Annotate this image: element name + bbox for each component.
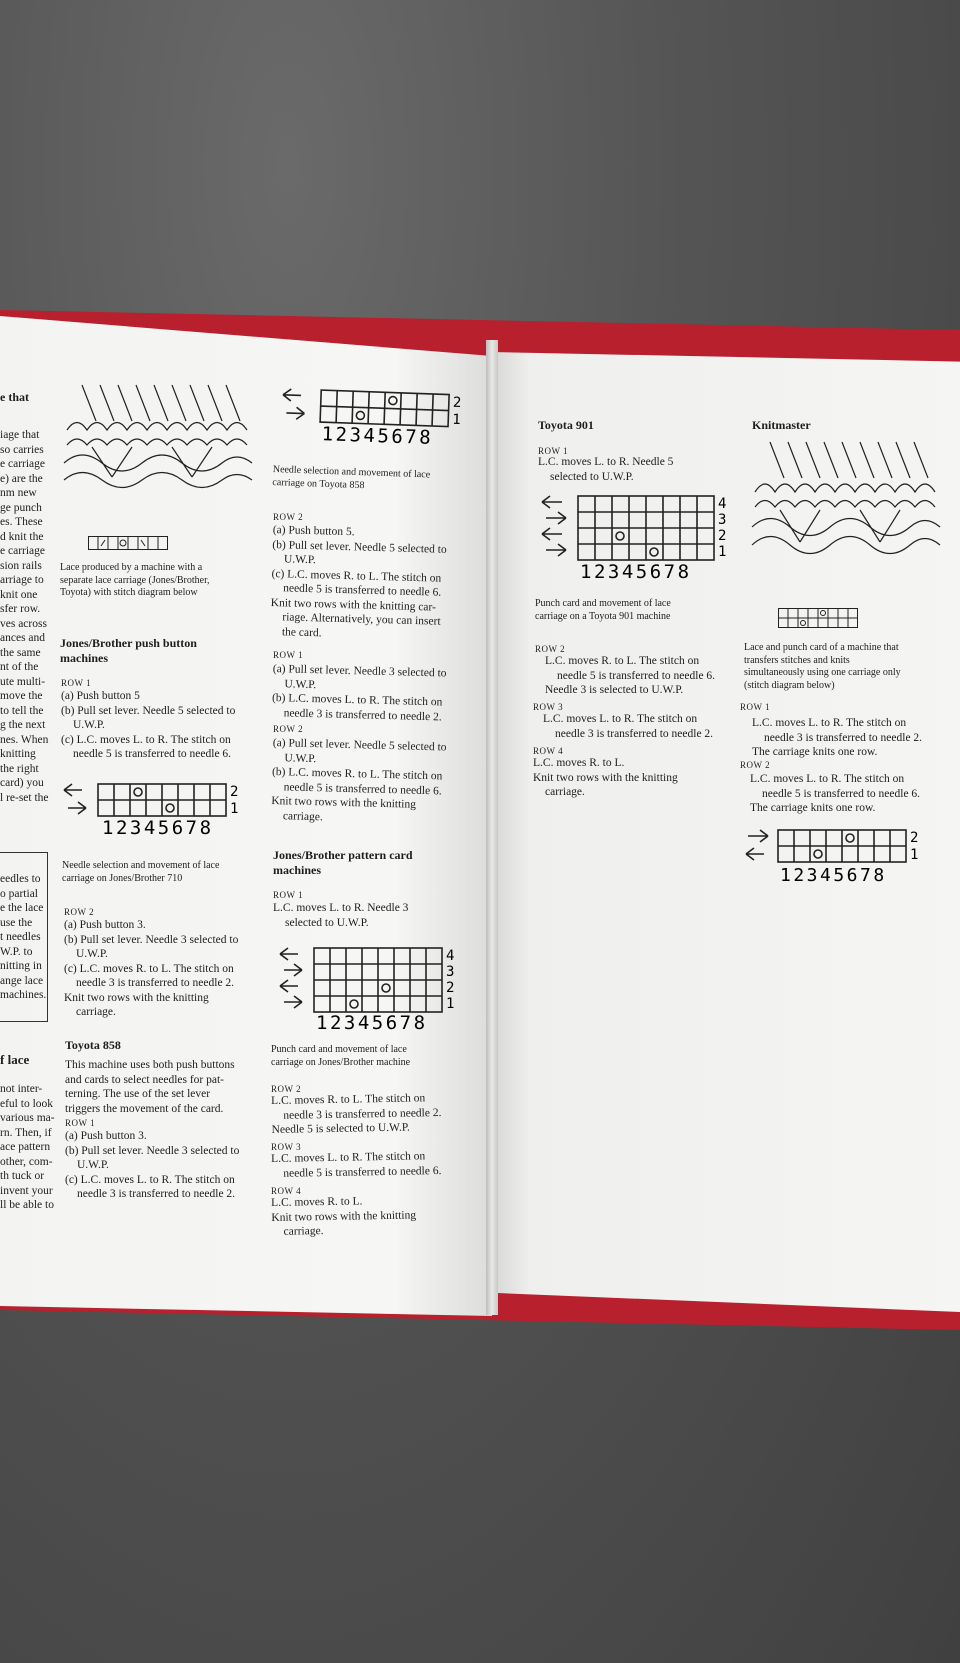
row-label: ROW 4 xyxy=(271,1186,302,1196)
cut-text-line: g the next xyxy=(0,719,46,731)
toyota-901-row-1 xyxy=(538,455,673,484)
svg-text:1: 1 xyxy=(451,411,461,428)
step-line: U.W.P. xyxy=(77,1159,109,1171)
cut-text-line: the right xyxy=(0,762,39,775)
cut-text-line: th tuck or xyxy=(0,1170,45,1182)
cut-text-line: card) you xyxy=(0,777,44,789)
toyota-row-2-steps xyxy=(270,523,448,644)
knitmaster-caption xyxy=(744,642,901,692)
step-line: needle 3 is transferred to needle 2. xyxy=(76,977,235,989)
step-line: carriage. xyxy=(76,1006,116,1018)
needle-stroke xyxy=(154,385,168,421)
step-line: needle 3 is transferred to needle 2. xyxy=(77,1188,236,1200)
needle-stroke xyxy=(208,385,222,421)
step-line: Knit two rows with the knitting xyxy=(271,1208,417,1224)
cut-heading: e that xyxy=(0,390,29,404)
step-line: needle 3 is transferred to needle 2. xyxy=(764,731,923,744)
needle-stroke xyxy=(896,442,910,478)
svg-text:3: 3 xyxy=(446,964,455,980)
step-line: Needle 5 is selected to U.W.P. xyxy=(271,1121,410,1136)
needle-stroke xyxy=(172,385,186,421)
step-line: Knit two rows with the knitting xyxy=(533,771,678,784)
step-line: U.W.P. xyxy=(284,677,317,691)
cut-text-line: use the xyxy=(0,916,33,929)
svg-text:3: 3 xyxy=(718,512,727,528)
knitmaster-punch-card-key xyxy=(778,608,858,628)
needle-stroke xyxy=(914,442,928,478)
punch-card-svg xyxy=(278,946,468,1036)
row-label: ROW 1 xyxy=(538,446,569,456)
step-line: needle 3 is transferred to needle 2. xyxy=(283,706,442,723)
heading-line: machines xyxy=(60,651,108,665)
step-line: U.W.P. xyxy=(284,751,317,765)
cut-text-line: rn. Then, if xyxy=(0,1126,52,1139)
body-line: and cards to select needles for pat- xyxy=(65,1073,225,1086)
row-label: ROW 2 xyxy=(273,724,304,734)
step-line: L.C. moves L. to R. The stitch on xyxy=(543,713,698,725)
needle-stroke xyxy=(842,442,856,478)
cut-text-line: ge punch xyxy=(0,501,42,514)
step-line: Knit two rows with the knitting xyxy=(64,991,209,1004)
row-label: ROW 2 xyxy=(273,512,304,522)
cut-text-line: not inter- xyxy=(0,1083,43,1095)
heading-line: Jones/Brother pattern card xyxy=(273,848,413,862)
step-line: L.C. moves L. to R. The stitch on xyxy=(750,773,905,785)
caption-line: Punch card and movement of lace xyxy=(271,1044,407,1055)
caption-line: (stitch diagram below) xyxy=(744,679,835,691)
caption-line: carriage on a Toyota 901 machine xyxy=(535,610,671,622)
toyota-858-heading: Toyota 858 xyxy=(65,1038,121,1052)
pattern-card-row-3 xyxy=(271,1149,442,1181)
needle-grid-svg xyxy=(744,828,934,888)
step-line: (b) L.C. moves R. to L. The stitch on xyxy=(271,765,443,783)
toyota-row-2-set-lever-steps xyxy=(271,736,447,828)
toyota-901-punch-caption xyxy=(535,598,671,623)
needle-stroke xyxy=(190,385,204,421)
jones-brother-push-button-heading xyxy=(60,636,197,666)
cut-off-text-block-c xyxy=(0,1082,55,1213)
needle-stroke xyxy=(860,442,874,478)
cut-text-line: e carriage xyxy=(0,458,46,470)
svg-text:1: 1 xyxy=(446,996,455,1012)
book-gutter xyxy=(486,340,498,1315)
step-line: The carriage knits one row. xyxy=(752,746,878,758)
pattern-card-row-4 xyxy=(271,1193,416,1239)
row-2-steps xyxy=(64,918,238,1020)
jones-brother-pattern-card-heading xyxy=(273,848,413,878)
toyota-901-row-3 xyxy=(543,712,713,741)
step-line: (a) Push button 5. xyxy=(272,523,355,539)
step-line: L.C. moves L. to R. The stitch on xyxy=(271,1150,426,1165)
needle-stroke xyxy=(226,385,240,421)
step-line: needle 3 is transferred to needle 2. xyxy=(555,727,714,740)
cut-text-line: nitting in xyxy=(0,960,42,972)
svg-text:2: 2 xyxy=(910,830,919,846)
step-line: L.C. moves R. to L. The stitch on xyxy=(545,655,700,667)
pattern-card-row-1 xyxy=(273,901,408,930)
cut-text-line: ange lace xyxy=(0,974,44,987)
step-line: (b) Pull set lever. Needle 5 selected to xyxy=(272,538,447,556)
needle-stroke xyxy=(100,385,114,421)
cut-text-line: sion rails xyxy=(0,559,42,572)
svg-text:1: 1 xyxy=(910,847,919,863)
cut-text-line: d knit the xyxy=(0,530,44,543)
step-line: U.W.P. xyxy=(283,553,317,567)
body-line: terning. The use of the set lever xyxy=(65,1088,211,1100)
needle-numbers: 12345678 xyxy=(321,423,434,450)
caption-line: Needle selection and movement of lace xyxy=(272,464,431,481)
step-line: carriage. xyxy=(283,1225,324,1238)
cut-text-line: move the xyxy=(0,690,43,702)
knitmaster-row-2 xyxy=(750,772,920,816)
cut-text-line: the same xyxy=(0,646,41,659)
step-line: (a) Push button 3. xyxy=(64,919,146,931)
toyota-row-1-set-lever-steps xyxy=(271,662,446,725)
step-line: U.W.P. xyxy=(76,948,108,960)
row-label: ROW 1 xyxy=(273,650,304,660)
caption-line: simultaneously using one carriage only xyxy=(744,667,901,678)
row-label: ROW 1 xyxy=(740,702,771,712)
caption-line: carriage on Jones/Brother 710 xyxy=(62,872,183,884)
caption-line: carriage on Jones/Brother machine xyxy=(271,1056,411,1068)
body-line: This machine uses both push buttons xyxy=(65,1059,235,1071)
cut-text-line: to tell the xyxy=(0,704,44,717)
row-label: ROW 3 xyxy=(533,702,564,712)
step-line: Needle 3 is selected to U.W.P. xyxy=(545,684,684,696)
knitmaster-row-1 xyxy=(752,716,922,760)
knitmaster-lace-illustration xyxy=(750,442,940,572)
cut-off-text-block-b xyxy=(0,872,46,1003)
cut-text-line: ves across xyxy=(0,617,47,630)
cut-text-line: knit one xyxy=(0,588,38,601)
toyota-901-row-4 xyxy=(533,756,678,800)
cut-text-line: eedles to xyxy=(0,873,41,885)
needle-grid-caption xyxy=(62,860,219,885)
cut-text-line: eful to look xyxy=(0,1097,54,1110)
needle-stroke xyxy=(788,442,802,478)
step-line: needle 5 is transferred to needle 6. xyxy=(73,748,232,760)
cut-text-line: ute multi- xyxy=(0,675,46,688)
needle-stroke xyxy=(118,385,132,421)
cut-text-line: invent your xyxy=(0,1184,53,1197)
step-line: needle 5 is transferred to needle 6. xyxy=(283,780,442,797)
cut-text-line: other, com- xyxy=(0,1155,53,1168)
cut-text-line: ace pattern xyxy=(0,1141,51,1153)
cut-text-line: es. These xyxy=(0,516,43,528)
needle-numbers: 12345678 xyxy=(102,817,214,839)
cut-text-line: o partial xyxy=(0,887,38,900)
svg-text:2: 2 xyxy=(230,784,239,800)
step-line: (c) L.C. moves L. to R. The stitch on xyxy=(61,733,231,746)
punch-card-svg xyxy=(540,494,740,586)
needle-grid-svg xyxy=(62,782,252,840)
heading-line: machines xyxy=(273,863,321,877)
cut-text-line: iage that xyxy=(0,429,40,441)
step-line: L.C. moves L. to R. Needle 5 xyxy=(538,456,674,468)
step-line: needle 3 is transferred to needle 2. xyxy=(283,1106,442,1122)
step-line: (a) Pull set lever. Needle 5 selected to xyxy=(272,736,447,754)
step-line: needle 5 is transferred to needle 6. xyxy=(557,669,716,682)
svg-text:2: 2 xyxy=(452,394,462,411)
row-label: ROW 4 xyxy=(533,746,564,756)
step-line: carriage. xyxy=(282,809,323,823)
knitmaster-heading: Knitmaster xyxy=(752,418,811,432)
caption-line: separate lace carriage (Jones/Brother, xyxy=(60,574,210,586)
cut-text-line: arriage to xyxy=(0,574,44,586)
step-line: needle 5 is transferred to needle 6. xyxy=(283,1164,442,1180)
step-line: (a) Push button 5 xyxy=(61,690,140,702)
step-line: (c) L.C. moves R. to L. The stitch on xyxy=(271,567,442,585)
caption-line: transfers stitches and knits xyxy=(744,654,850,666)
needle-stroke xyxy=(806,442,820,478)
step-line: L.C. moves L. to R. Needle 3 xyxy=(273,902,409,914)
row-1-steps xyxy=(61,689,235,762)
needle-grid-svg xyxy=(279,387,471,466)
toyota-901-row-2 xyxy=(545,654,715,698)
svg-text:4: 4 xyxy=(718,496,727,512)
step-line: (a) Pull set lever. Needle 3 selected to xyxy=(272,662,447,680)
cut-text-line: e the lace xyxy=(0,902,44,914)
cut-text-line: machines. xyxy=(0,989,47,1001)
svg-text:1: 1 xyxy=(718,544,727,560)
step-line: carriage. xyxy=(545,786,585,798)
cut-text-line: e) are the xyxy=(0,472,43,485)
svg-text:4: 4 xyxy=(446,948,455,964)
needle-numbers: 12345678 xyxy=(780,865,887,886)
cut-text-line: l re-set the xyxy=(0,791,49,804)
step-line: L.C. moves L. to R. The stitch on xyxy=(752,717,907,729)
step-line: (c) L.C. moves L. to R. The stitch on xyxy=(65,1173,235,1186)
step-line: (a) Push button 3. xyxy=(65,1130,147,1142)
cut-text-line: t needles xyxy=(0,931,41,943)
row-label: ROW 2 xyxy=(64,907,95,917)
cut-text-line: nes. When xyxy=(0,733,49,746)
step-line: the card. xyxy=(281,625,322,639)
cut-text-line: ances and xyxy=(0,632,46,644)
toyota-901-heading: Toyota 901 xyxy=(538,418,594,432)
caption-line: Punch card and movement of lace xyxy=(535,598,671,609)
step-line: L.C. moves R. to L. xyxy=(271,1195,363,1209)
cut-text-line: sfer row. xyxy=(0,603,41,615)
needle-stroke xyxy=(824,442,838,478)
step-line: needle 5 is transferred to needle 6. xyxy=(283,582,442,599)
row-label: ROW 2 xyxy=(271,1084,302,1094)
needle-stroke xyxy=(770,442,784,478)
cut-text-line: W.P. to xyxy=(0,945,33,958)
caption-line: carriage on Toyota 858 xyxy=(272,476,365,491)
step-line: (b) L.C. moves L. to R. The stitch on xyxy=(271,691,443,709)
svg-text:2: 2 xyxy=(446,980,455,996)
cut-text-line: so carries xyxy=(0,443,44,456)
step-line: (b) Pull set lever. Needle 3 selected to xyxy=(64,933,239,946)
step-line: (b) Pull set lever. Needle 5 selected to xyxy=(61,704,236,717)
caption-line: Lace produced by a machine with a xyxy=(60,562,203,573)
cut-text-line: ll be able to xyxy=(0,1199,54,1211)
row-label: ROW 1 xyxy=(65,1118,96,1128)
step-line: U.W.P. xyxy=(73,719,105,731)
needle-stroke xyxy=(82,385,96,421)
step-line: riage. Alternatively, you can insert xyxy=(282,611,441,628)
step-line: The carriage knits one row. xyxy=(750,802,876,814)
lace-stitch-illustration xyxy=(62,385,257,500)
pattern-card-row-2 xyxy=(271,1091,442,1137)
cut-text-line: e carriage xyxy=(0,545,46,557)
needle-numbers: 12345678 xyxy=(316,1012,428,1034)
stitch-key-diagram xyxy=(88,536,168,550)
punch-card-caption xyxy=(271,1044,410,1069)
svg-text:2: 2 xyxy=(718,528,727,544)
cut-heading-2: f lace xyxy=(0,1052,30,1067)
caption-line: Toyota) with stitch diagram below xyxy=(60,587,198,598)
heading-line: Jones/Brother push button xyxy=(60,636,197,650)
needle-stroke xyxy=(878,442,892,478)
row-label: ROW 2 xyxy=(740,760,771,770)
step-line: (c) L.C. moves R. to L. The stitch on xyxy=(64,962,234,975)
step-line: needle 5 is transferred to needle 6. xyxy=(762,787,921,800)
cut-off-text-block-a xyxy=(0,428,49,805)
toyota-row-1-steps xyxy=(65,1129,239,1202)
toyota-858-intro xyxy=(65,1058,235,1116)
cut-text-line: various ma- xyxy=(0,1112,55,1124)
step-line: Knit two rows with the knitting car- xyxy=(270,596,437,614)
row-label: ROW 2 xyxy=(535,644,566,654)
row-label: ROW 1 xyxy=(61,678,92,688)
svg-text:1: 1 xyxy=(230,801,239,817)
lace-illustration-caption xyxy=(60,562,210,600)
caption-line: Needle selection and movement of lace xyxy=(62,860,220,871)
step-line: Knit two rows with the knitting xyxy=(271,794,417,811)
step-line: L.C. moves R. to L. xyxy=(533,757,625,769)
step-line: selected to U.W.P. xyxy=(550,470,634,483)
step-line: L.C. moves R. to L. The stitch on xyxy=(271,1092,426,1107)
body-line: triggers the movement of the card. xyxy=(65,1102,224,1115)
cut-text-line: knitting xyxy=(0,748,36,760)
row-label: ROW 3 xyxy=(271,1142,302,1152)
row-label: ROW 1 xyxy=(273,890,304,900)
caption-line: Lace and punch card of a machine that xyxy=(744,642,899,653)
needle-stroke xyxy=(136,385,150,421)
step-line: selected to U.W.P. xyxy=(285,916,369,929)
step-line: (b) Pull set lever. Needle 3 selected to xyxy=(65,1144,240,1157)
needle-numbers: 12345678 xyxy=(580,561,692,583)
cut-text-line: nt of the xyxy=(0,661,39,673)
cut-text-line: nm new xyxy=(0,487,37,499)
